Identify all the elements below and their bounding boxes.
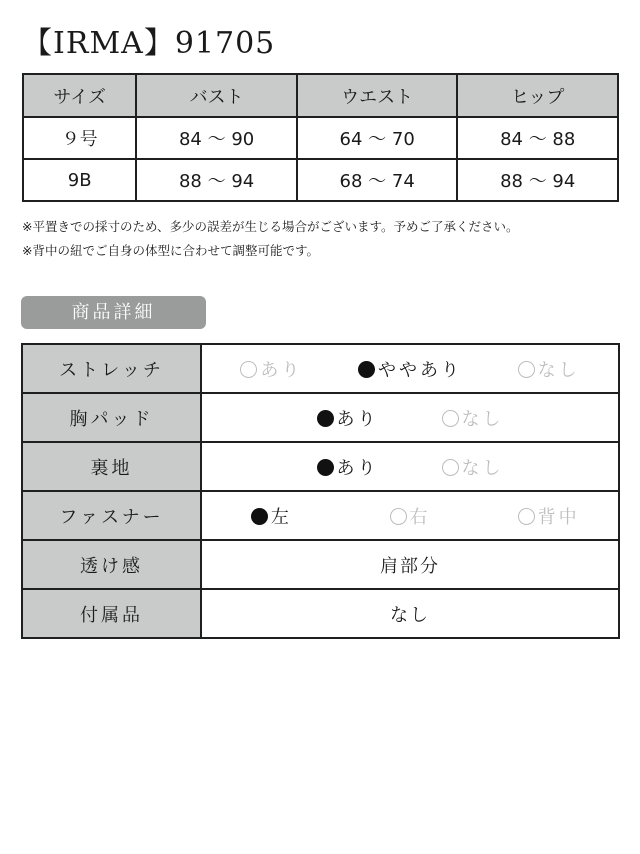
header-waist: ウエスト xyxy=(297,74,458,117)
size-table-header-row xyxy=(23,74,618,117)
option-stretch-some: ややあり xyxy=(341,356,480,382)
detail-value: 肩部分 xyxy=(201,540,619,589)
detail-label: 透け感 xyxy=(22,540,201,589)
note-adjustable: ※背中の紐でご自身の体型に合わせて調整可能です。 xyxy=(22,243,319,258)
circle-filled-icon xyxy=(251,508,268,525)
option-pad-no: なし xyxy=(410,405,535,431)
notes xyxy=(22,215,518,263)
detail-label: 裏地 xyxy=(22,442,201,491)
circle-outline-icon xyxy=(390,508,407,525)
bust-cell: 84 ～ 90 xyxy=(136,117,297,159)
header-size: サイズ xyxy=(23,74,136,117)
size-cell: 9B xyxy=(23,159,136,201)
bust-cell: 88 ～ 94 xyxy=(136,159,297,201)
circle-outline-icon xyxy=(240,361,257,378)
hip-cell: 88 ～ 94 xyxy=(457,159,618,201)
circle-filled-icon xyxy=(317,459,334,476)
option-zipper-left: 左 xyxy=(202,503,341,529)
detail-table xyxy=(21,343,620,639)
table-row xyxy=(23,159,618,201)
option-stretch-no: なし xyxy=(479,356,618,382)
detail-row-chest-pad xyxy=(22,393,619,442)
hip-cell: 84 ～ 88 xyxy=(457,117,618,159)
waist-cell: 68 ～ 74 xyxy=(297,159,458,201)
page-title: 【IRMA】91705 xyxy=(22,26,276,61)
size-cell: ９号 xyxy=(23,117,136,159)
table-row xyxy=(23,117,618,159)
note-measurement: ※平置きでの採寸のため、多少の誤差が生じる場合がございます。予めご了承ください。 xyxy=(22,219,519,234)
option-pad-yes: あり xyxy=(285,405,410,431)
option-lining-yes: あり xyxy=(285,454,410,480)
circle-filled-icon xyxy=(317,410,334,427)
detail-value: なし xyxy=(201,589,619,638)
detail-label: ストレッチ xyxy=(22,344,201,393)
detail-row-lining xyxy=(22,442,619,491)
header-bust: バスト xyxy=(136,74,297,117)
option-zipper-right: 右 xyxy=(341,503,480,529)
detail-label: 胸パッド xyxy=(22,393,201,442)
detail-row-stretch xyxy=(22,344,619,393)
header-hip: ヒップ xyxy=(457,74,618,117)
detail-row-accessories xyxy=(22,589,619,638)
section-label: 商品詳細 xyxy=(21,296,206,329)
detail-row-zipper xyxy=(22,491,619,540)
detail-label: ファスナー xyxy=(22,491,201,540)
detail-row-sheerness xyxy=(22,540,619,589)
circle-outline-icon xyxy=(442,410,459,427)
size-table xyxy=(22,73,619,202)
circle-outline-icon xyxy=(442,459,459,476)
waist-cell: 64 ～ 70 xyxy=(297,117,458,159)
circle-filled-icon xyxy=(358,361,375,378)
detail-label: 付属品 xyxy=(22,589,201,638)
circle-outline-icon xyxy=(518,508,535,525)
option-stretch-yes: あり xyxy=(202,356,341,382)
circle-outline-icon xyxy=(518,361,535,378)
option-zipper-back: 背中 xyxy=(479,503,618,529)
option-lining-no: なし xyxy=(410,454,535,480)
